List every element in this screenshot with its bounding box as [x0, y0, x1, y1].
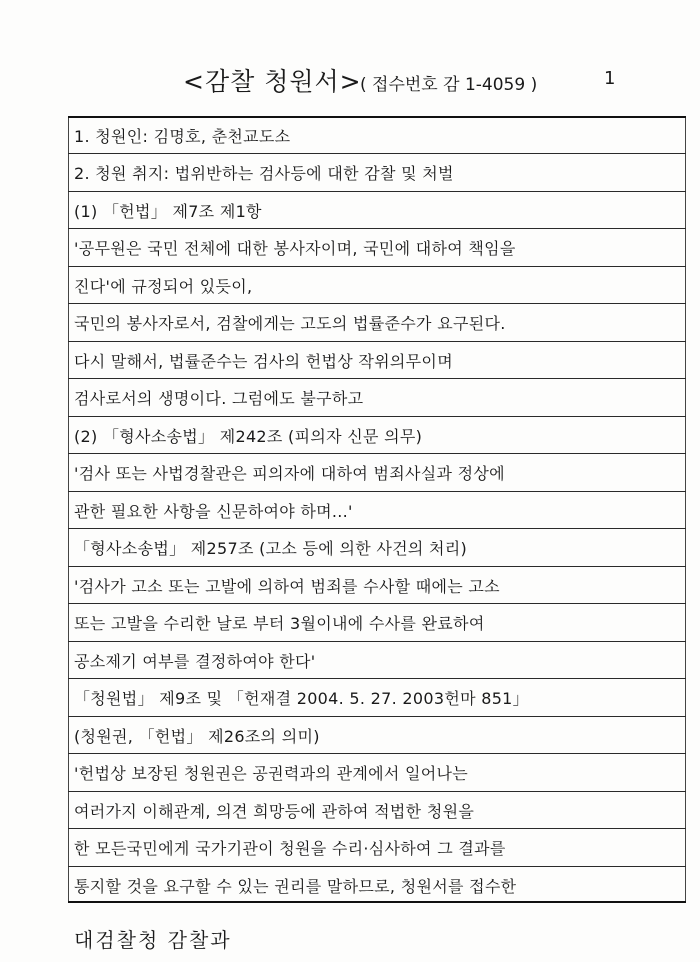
text-line: (청원권, 「헌법」 제26조의 의미) — [74, 727, 320, 746]
ruled-sheet — [68, 116, 686, 903]
sheet-left-border — [68, 116, 69, 903]
text-line: (2) 「형사소송법」 제242조 (피의자 신문 의무) — [74, 427, 423, 446]
text-line: '검사 또는 사법경찰관은 피의자에 대하여 범죄사실과 정상에 — [74, 464, 505, 483]
text-line: 관한 필요한 사항을 신문하여야 하며...' — [74, 502, 353, 521]
text-line: 1. 청원인: 김명호, 춘천교도소 — [74, 127, 291, 146]
addressee: 대검찰청 감찰과 — [74, 928, 232, 952]
text-line: (1) 「헌법」 제7조 제1항 — [74, 202, 262, 221]
text-line: 검사로서의 생명이다. 그럼에도 불구하고 — [74, 389, 364, 408]
text-line: 공소제기 여부를 결정하여야 한다' — [74, 652, 316, 671]
sheet-right-border — [685, 116, 686, 903]
text-line: 한 모든국민에게 국가기관이 청원을 수리·심사하여 그 결과를 — [74, 839, 506, 858]
text-line: 「청원법」 제9조 및 「헌재결 2004. 5. 27. 2003헌마 851」 — [74, 689, 529, 708]
text-line: 다시 말해서, 법률준수는 검사의 헌법상 작위의무이며 — [74, 352, 453, 371]
document-title: <감찰 청원서> — [183, 67, 362, 96]
receipt-number: ( 접수번호 감 1-4059 ) — [360, 75, 538, 95]
text-line: 또는 고발을 수리한 날로 부터 3월이내에 수사를 완료하여 — [74, 614, 485, 633]
text-line: '공무원은 국민 전체에 대한 봉사자이며, 국민에 대하여 책임을 — [74, 239, 516, 258]
text-line: 「형사소송법」 제257조 (고소 등에 의한 사건의 처리) — [74, 539, 468, 558]
text-line: 2. 청원 취지: 법위반하는 검사등에 대한 감찰 및 처벌 — [74, 164, 454, 183]
text-line: '검사가 고소 또는 고발에 의하여 범죄를 수사할 때에는 고소 — [74, 577, 500, 596]
page-number: 1 — [604, 68, 616, 89]
text-line: 국민의 봉사자로서, 검찰에게는 고도의 법률준수가 요구된다. — [74, 314, 506, 333]
text-line: 여러가지 이해관계, 의견 희망등에 관하여 적법한 청원을 — [74, 802, 475, 821]
text-line: 통지할 것을 요구할 수 있는 권리를 말하므로, 청원서를 접수한 — [74, 877, 517, 896]
document-header — [0, 62, 700, 96]
text-line: '헌법상 보장된 청원권은 공권력과의 관계에서 일어나는 — [74, 764, 469, 783]
text-line: 진다'에 규정되어 있듯이, — [74, 277, 253, 296]
